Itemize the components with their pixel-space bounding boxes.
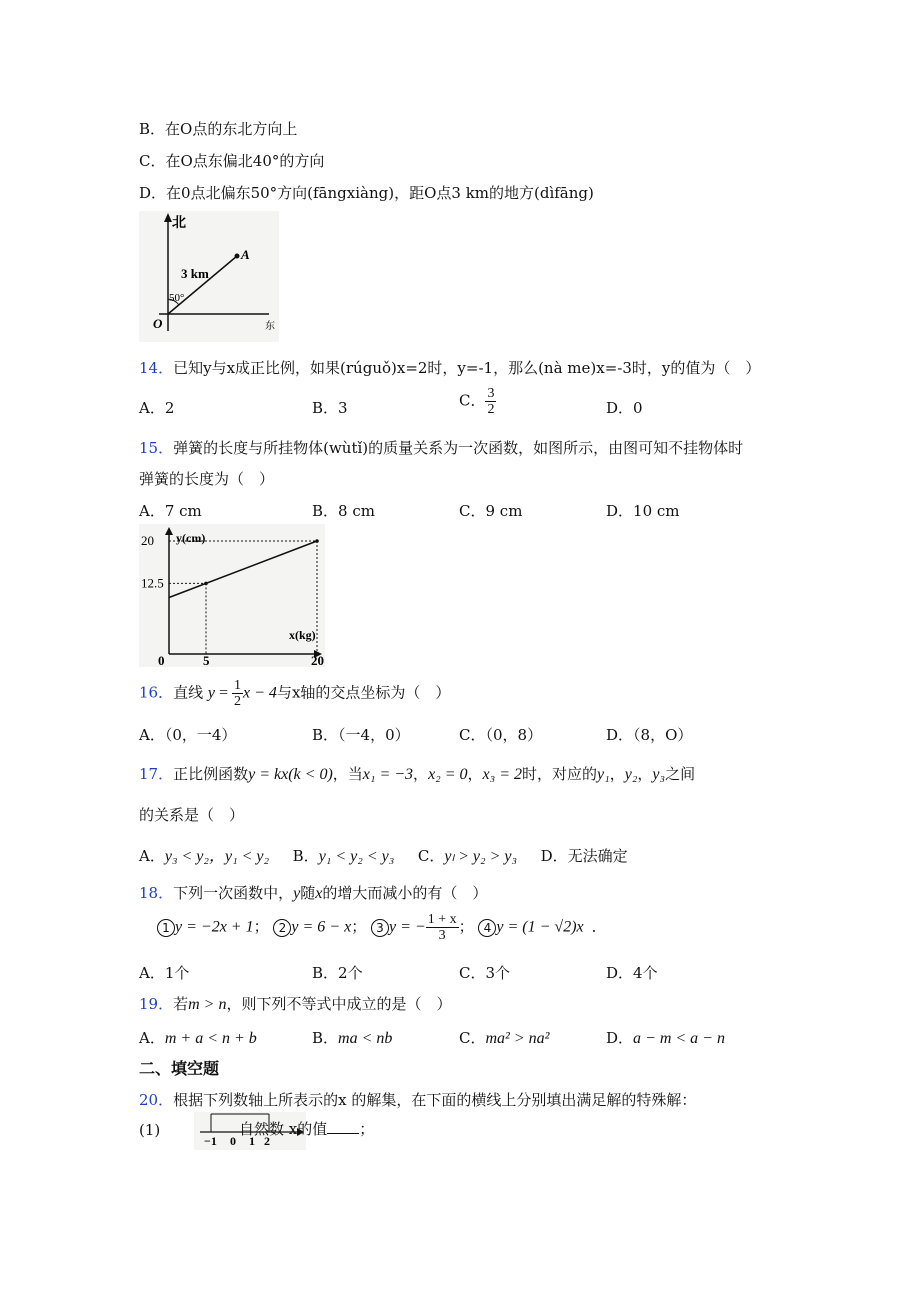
q16-pre: 直线 [173, 683, 204, 702]
q14-option-c [459, 386, 496, 417]
north-label: 北 [172, 216, 186, 231]
q16-eq-rest: x − 4 [243, 684, 277, 702]
q17-post: 之间 [665, 765, 696, 783]
east-label: 东 [265, 321, 275, 332]
q17-y2: y₂ [624, 766, 638, 783]
q17-x2: x₂ = 0 [428, 766, 468, 783]
x-tick-label: 0 [158, 653, 165, 667]
answer-blank[interactable] [327, 1119, 359, 1134]
q13-option-d: D．在0点北偏东50°方向(fāngxiàng)，距O点3 km的地方(dìfāng) [139, 184, 594, 202]
q16-option-b: B．（一4，0） [312, 726, 410, 744]
q16-stem [139, 678, 450, 709]
q20-tail-text: 自然数 x [239, 1120, 298, 1138]
q19-stem [139, 993, 451, 1014]
circled-1-icon: 1 [157, 919, 175, 937]
q19-option-d-label: D． [606, 1029, 634, 1047]
q19-option-a-label: A． [139, 1029, 165, 1047]
q20-text: 根据下列数轴上所表示的x 的解集，在下面的横线上分别填出满足解的特殊解： [173, 1091, 697, 1109]
q19-option-d-expr: a − m < a − n [633, 1030, 725, 1047]
q18-f3-fraction [426, 912, 459, 943]
q17-options [139, 843, 628, 866]
point-a-label: A [241, 247, 250, 262]
q17-option-a-label: A． [139, 847, 165, 865]
q17-y3: y₃ [652, 766, 666, 783]
q19-option-c [459, 1027, 549, 1048]
q13-option-c: C．在O点东偏北40°的方向 [139, 152, 325, 170]
tick-label: 2 [264, 1134, 270, 1148]
q18-text-pre: 下列一次函数中， [173, 884, 294, 902]
q14-option-b: B．3 [312, 399, 348, 417]
fraction-numerator: 1 [234, 678, 242, 693]
section-heading: 二、填空题 [139, 1059, 220, 1078]
period: ． [591, 917, 607, 936]
q19-post: ，则下列不等式中成立的是（ ） [226, 995, 452, 1013]
q17-option-c: yₗ > y₂ > y₃ [444, 848, 518, 865]
q17-x3: x₃ = 2 [482, 766, 523, 783]
spring-length-chart [139, 524, 325, 667]
x-tick-label: 20 [311, 653, 324, 667]
angle-label: 50° [169, 292, 185, 304]
q18-f3-pre: y = − [388, 918, 426, 936]
q16-eq-equals: = [215, 684, 233, 702]
q17-number: 17． [139, 765, 174, 783]
circled-2-icon: 2 [273, 919, 291, 937]
q14-option-c-label: C． [459, 391, 486, 410]
q19-option-b-expr: ma < nb [338, 1030, 393, 1047]
tick-label: −1 [204, 1134, 217, 1148]
q17-option-d: D．无法确定 [540, 847, 628, 865]
q19-condition: m > n [188, 996, 227, 1013]
fraction-denominator: 2 [487, 402, 495, 417]
q20-number: 20． [139, 1091, 174, 1109]
q16-eq-y: y [207, 684, 215, 702]
q19-pre: 若 [173, 995, 189, 1013]
q17-stem-line2: 的关系是（ ） [139, 806, 245, 824]
q14-option-c-fraction [485, 386, 496, 417]
distance-label: 3 km [181, 266, 209, 281]
q18-var-x: x [315, 885, 323, 902]
fraction-denominator: 3 [438, 928, 446, 943]
q20-tail-end: 的值 [297, 1120, 328, 1138]
q15-number: 15． [139, 439, 174, 457]
q19-option-c-label: C． [459, 1029, 486, 1047]
q15-figure [139, 524, 325, 667]
q13-figure [139, 211, 279, 342]
q19-option-a-expr: m + a < n + b [164, 1030, 257, 1047]
q17-option-a: y₃ < y₂，y₁ < y₂ [164, 848, 270, 865]
north-arrow-icon [164, 213, 172, 222]
origin-label: O [153, 316, 163, 331]
q17-x1: x₁ = −3 [362, 766, 414, 783]
q18-f4: y = (1 − √2)x [496, 918, 584, 936]
q15-option-c: C．9 cm [459, 502, 523, 520]
q17-y1: y₁ [597, 766, 610, 783]
ray-oa [168, 256, 237, 314]
q20-answer-line [239, 1118, 374, 1139]
tick-label: 1 [249, 1134, 255, 1148]
q16-option-c: C．（0，8） [459, 726, 543, 744]
separator: ； [351, 917, 367, 936]
q14-option-a: A．2 [139, 399, 175, 417]
fraction-denominator: 2 [234, 694, 242, 709]
tick-label: 0 [230, 1134, 236, 1148]
q18-option-c: C．3个 [459, 964, 511, 982]
q20-stem [139, 1089, 696, 1110]
q16-number: 16． [139, 683, 174, 702]
separator: ； [253, 917, 269, 936]
q14-option-d: D．0 [606, 399, 643, 417]
q19-option-b-label: B． [312, 1029, 339, 1047]
y-tick-label: 12.5 [141, 575, 164, 591]
q14-stem [139, 357, 760, 378]
q16-option-a: A．（0，一4） [139, 726, 237, 744]
q15-stem-line2: 弹簧的长度为（ ） [139, 470, 275, 488]
q18-var-y: y [293, 885, 301, 902]
q19-option-d [606, 1027, 725, 1048]
q18-text-post: 的增大而减小的有（ ） [322, 884, 488, 902]
q19-number: 19． [139, 995, 174, 1013]
q14-number: 14． [139, 359, 174, 377]
q19-option-c-expr: ma² > na² [485, 1030, 550, 1047]
x-axis-label: x(kg) [289, 628, 316, 642]
q17-pre: 正比例函数 [173, 765, 249, 783]
semicolon: ； [359, 1120, 375, 1138]
q18-f1: y = −2x + 1 [175, 918, 254, 936]
data-point [204, 582, 208, 586]
q18-stem [139, 882, 487, 903]
q14-text: 已知y与x成正比例，如果(rúguǒ)x=2时，y=-1，那么(nà me)x=-3时，y的值为（ ） [173, 359, 761, 377]
fraction-numerator: 1 + x [427, 912, 457, 927]
q17-mid1: ，当 [332, 765, 363, 783]
q16-fraction [232, 678, 243, 709]
q18-text-mid: 随 [300, 884, 316, 902]
q17-option-b-label: B． [292, 847, 319, 865]
q17-mid2: 时，对应的 [522, 765, 598, 783]
q16-post: 与x轴的交点坐标为（ ） [276, 683, 451, 702]
q18-option-a: A．1个 [139, 964, 190, 982]
q17-function: y = kx(k < 0) [248, 766, 333, 783]
q19-option-b [312, 1027, 392, 1048]
q18-option-d: D．4个 [606, 964, 658, 982]
series-line [169, 541, 317, 598]
fraction-numerator: 3 [487, 386, 495, 401]
q15-option-b: B．8 cm [312, 502, 375, 520]
q18-f2: y = 6 − x [291, 918, 352, 936]
q13-option-b: B．在O点的东北方向上 [139, 120, 298, 138]
point-a [235, 254, 240, 259]
q16-option-d: D．（8，O） [606, 726, 693, 744]
q15-stem-line1 [139, 437, 743, 458]
q17-option-c-label: C． [417, 847, 445, 865]
q15-text: 弹簧的长度与所挂物体(wùtǐ)的质量关系为一次函数，如图所示，由图可知不挂物体时 [173, 439, 744, 457]
q15-option-d: D．10 cm [606, 502, 680, 520]
q20-sub1-label: (1) [139, 1121, 161, 1139]
separator: ； [458, 917, 474, 936]
q18-number: 18． [139, 884, 174, 902]
y-axis-label: y(cm) [176, 531, 206, 545]
x-tick-label: 5 [203, 653, 210, 667]
q18-functions [157, 912, 607, 943]
q15-option-a: A．7 cm [139, 502, 202, 520]
y-axis-arrow-icon [165, 527, 173, 535]
y-tick-label: 20 [141, 533, 154, 548]
compass-diagram [139, 211, 279, 342]
circled-3-icon: 3 [371, 919, 389, 937]
q17-option-b: y₁ < y₂ < y₃ [318, 848, 395, 865]
circled-4-icon: 4 [478, 919, 496, 937]
q18-option-b: B．2个 [312, 964, 363, 982]
data-point [315, 539, 319, 543]
q17-stem-line1: 17．正比例函数y = kx(k < 0)，当x₁ = −3，x₂ = 0，x₃ = 2时，对应的y₁，y₂，y₃之间 [139, 765, 696, 783]
q19-option-a [139, 1027, 257, 1048]
